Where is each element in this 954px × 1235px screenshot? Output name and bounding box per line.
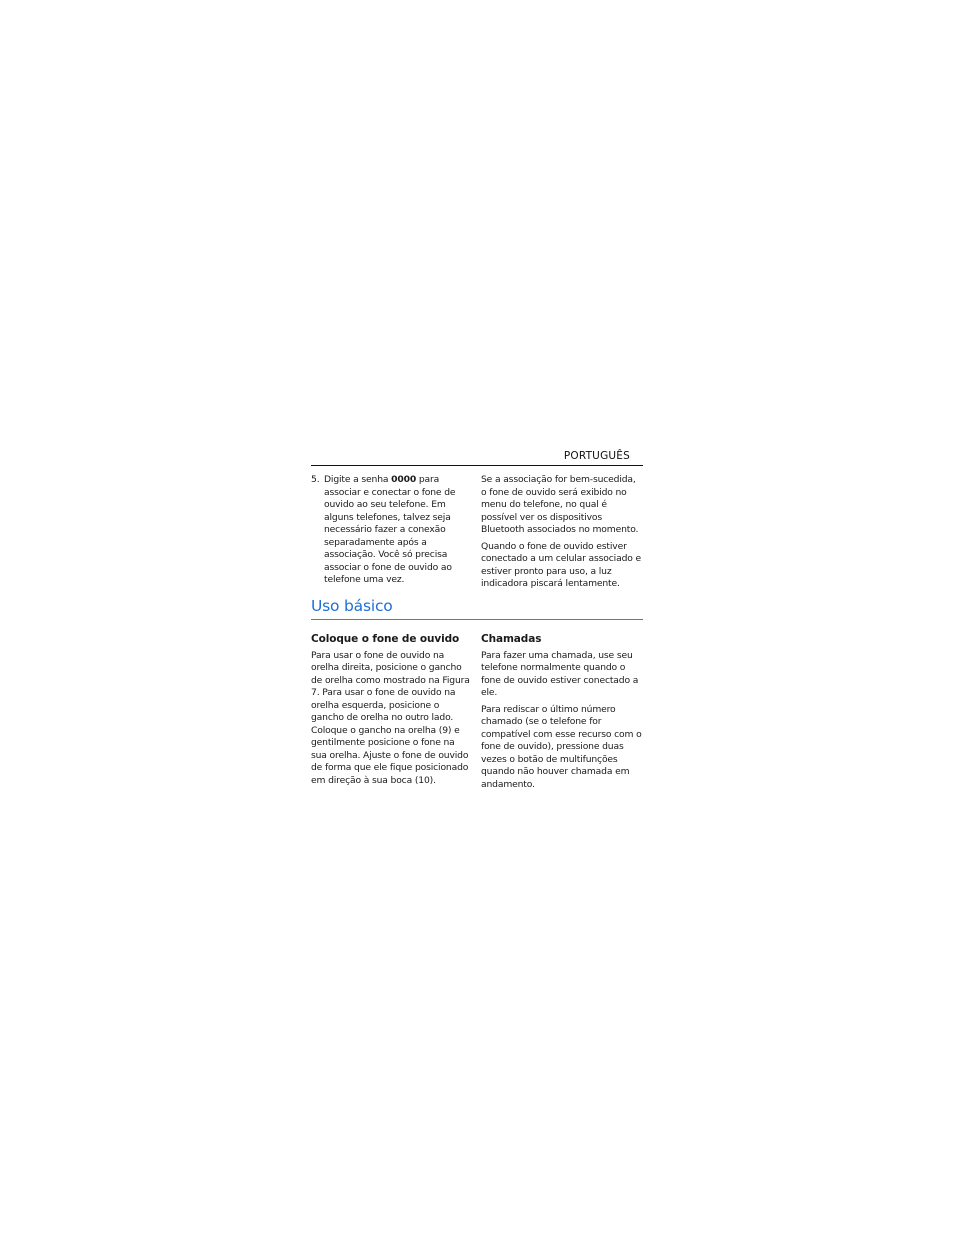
passcode: 0000 [391,474,417,485]
make-call-paragraph: Para fazer uma chamada, use seu telefone normalmente quando o fone de ouvido estiver conectado a ele. [481,649,639,698]
wear-paragraph: Para usar o fone de ouvido na orelha direita, posicione o gancho de orelha como mostrado na Figura 7. Para usar o fone de ouvido na orelha esquerda, posicione o gancho de orelha no outro lado. Coloque o gancho na orelha (9) e gentilmente posicione o fone na sua orelha. Ajuste o fone de ouvido de forma que ele fique posicionado em direção à sua boca (10). [311,649,470,786]
header-divider [311,465,643,466]
page-header [311,450,643,466]
redial-paragraph: Para rediscar o último número chamado (se o telefone for compatível com esse recurso com o fone de ouvido), pressione duas vezes o botão de multifunções quando não houver chamada em andamento. [481,703,642,790]
pairing-step-column [311,474,471,587]
manual-page [311,450,643,790]
indicator-light-paragraph: Quando o fone de ouvido estiver conectado a um celular associado e estiver pronto para uso, a luz indicadora piscará lentamente. [481,540,641,589]
calls-column [481,633,643,795]
wear-headset-column [311,633,471,791]
step-text-after: para associar e conectar o fone de ouvido ao seu telefone. Em alguns telefones, talvez seja necessário fazer a conexão separadamente após a associação. Você só precisa associar o fone de ouvido ao telefone uma vez. [324,474,456,585]
language-label: PORTUGUÊS [563,450,630,462]
pairing-success-paragraph: Se a associação for bem-sucedida, o fone de ouvido será exibido no menu do telefone, no qual é possível ver os dispositivos Bluetooth associados no momento. [481,474,639,535]
pairing-result-column [481,474,643,595]
wear-heading: Coloque o fone de ouvido [311,633,460,645]
step-number: 5. [311,474,320,485]
step-text-before: Digite a senha [324,474,392,485]
section-divider [311,619,643,620]
calls-heading: Chamadas [481,633,542,645]
pairing-step-5 [311,474,471,587]
section-title: Uso básico [311,597,393,615]
